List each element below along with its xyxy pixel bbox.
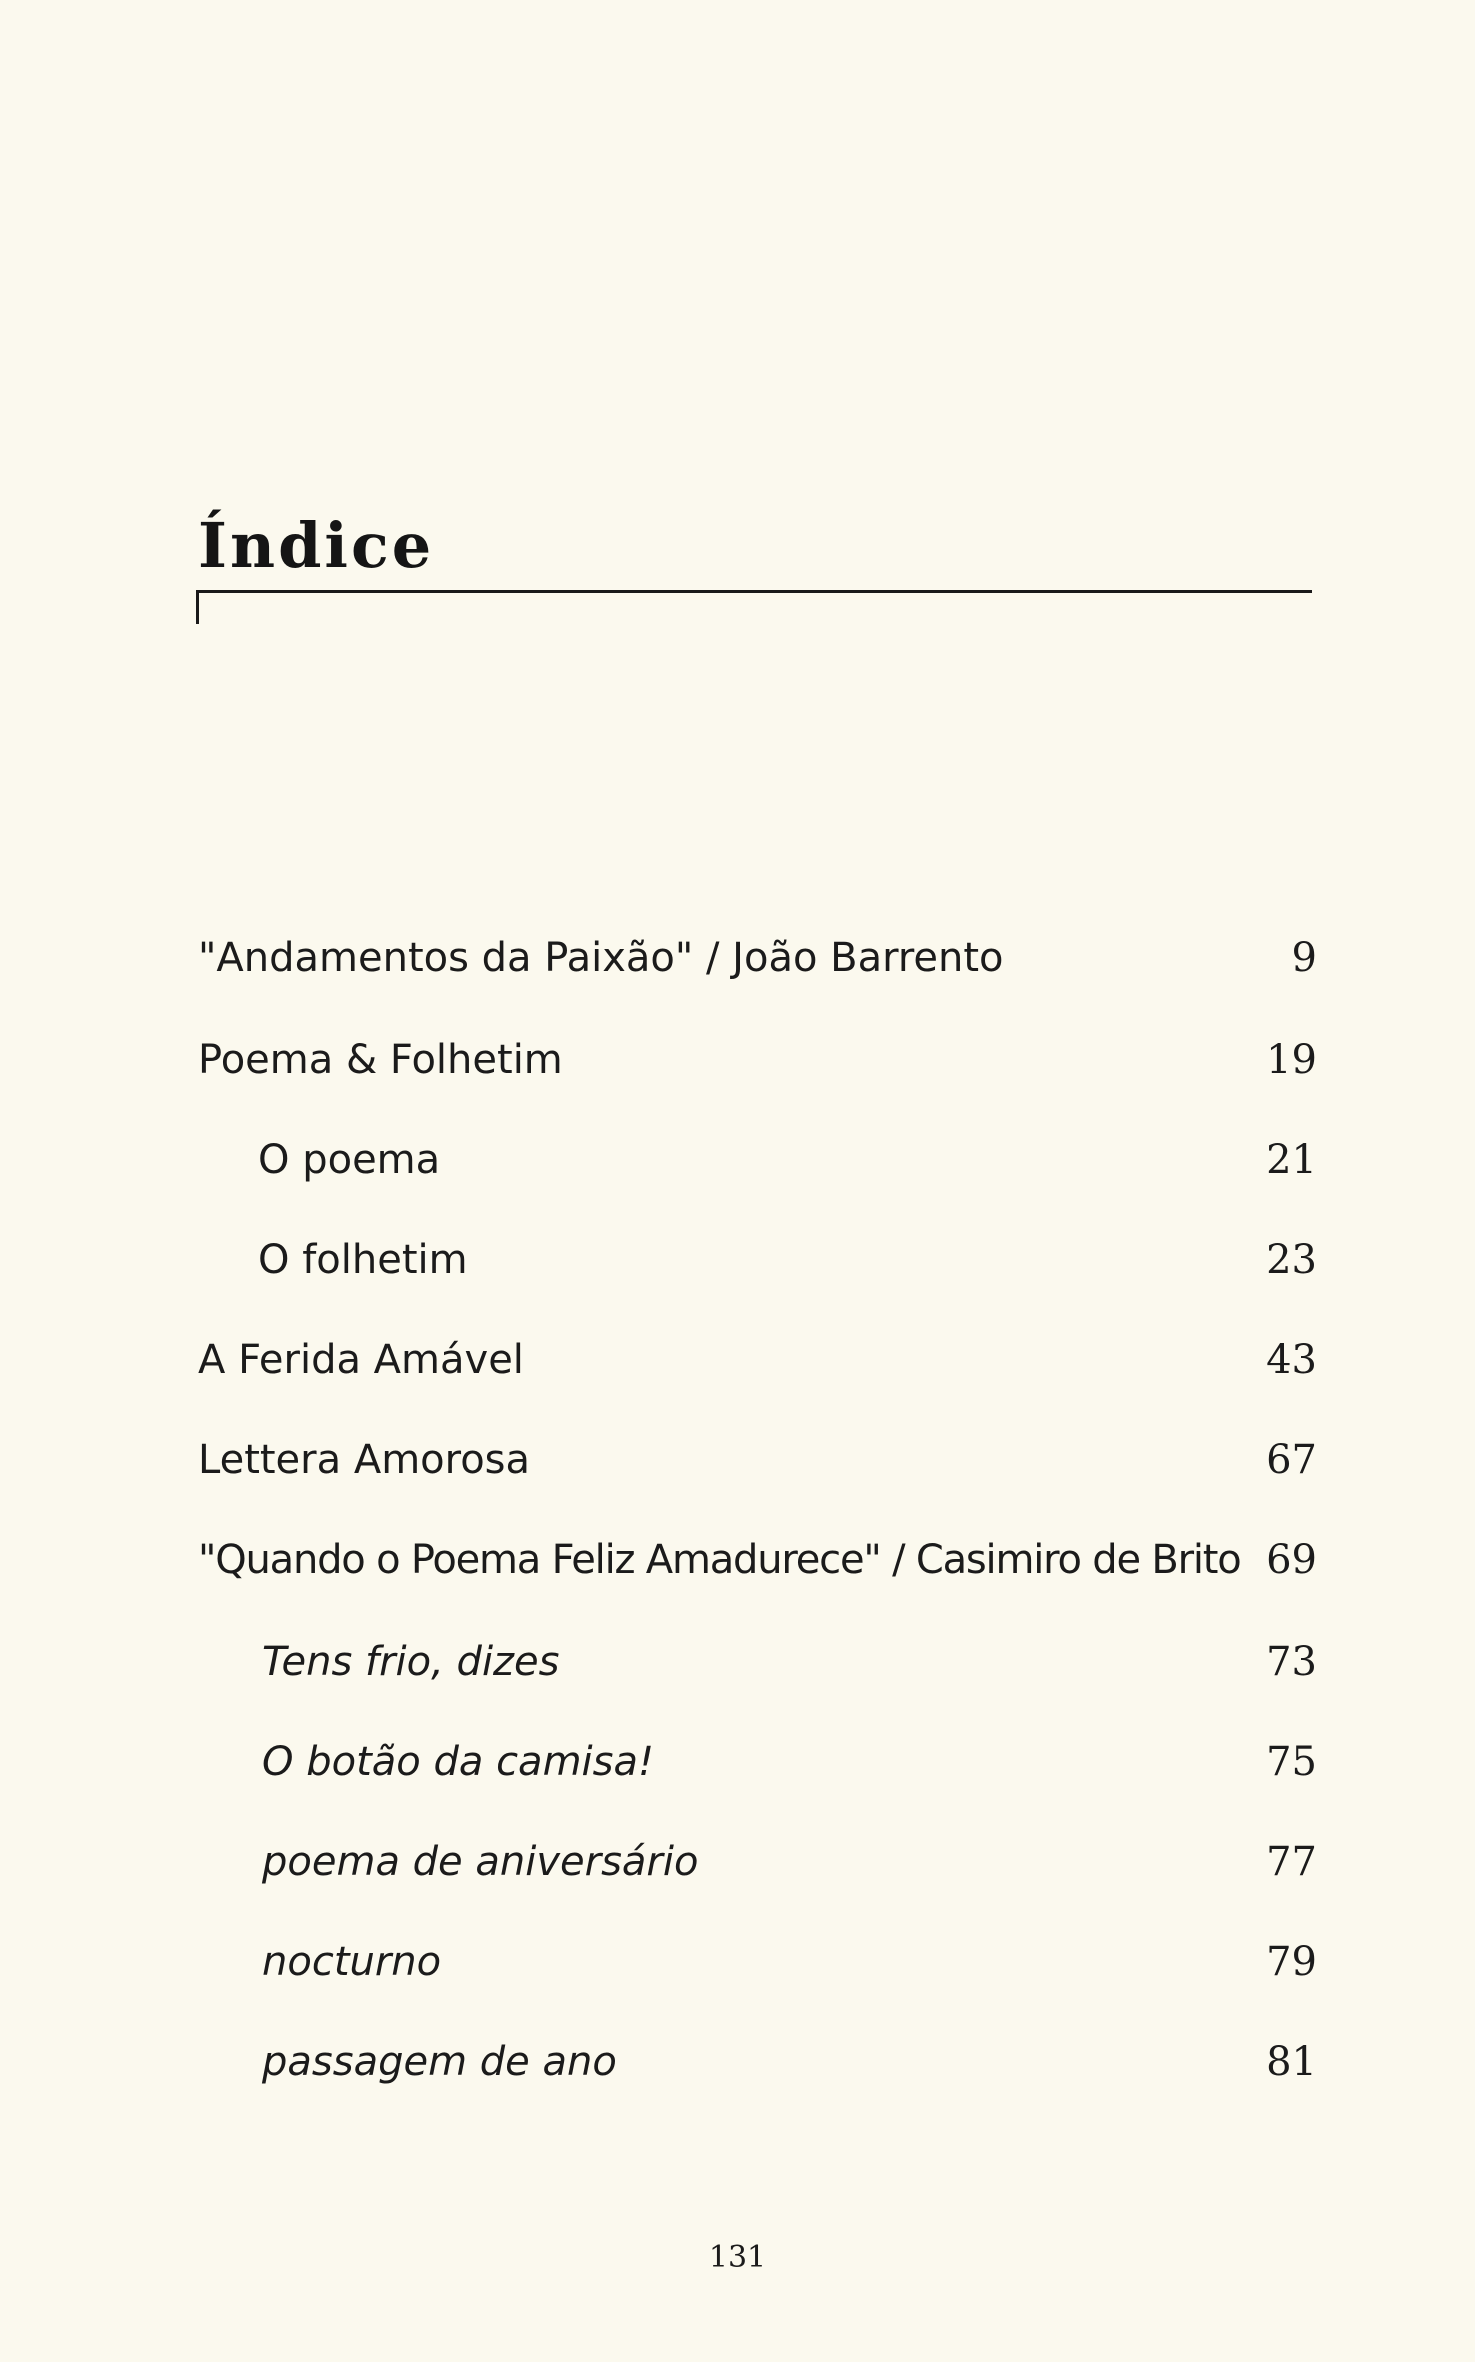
toc-entry-title: passagem de ano <box>262 2039 617 2085</box>
toc-entry-title: Poema & Folhetim <box>198 1037 563 1083</box>
toc-entry-page: 9 <box>1291 935 1317 981</box>
toc-entry-page: 43 <box>1266 1337 1317 1383</box>
toc-entry-page: 19 <box>1266 1037 1317 1083</box>
toc-entry-title: nocturno <box>262 1939 442 1985</box>
toc-entry <box>0 928 1475 988</box>
toc-entry-title: "Quando o Poema Feliz Amadurece" / Casimiro de Brito <box>198 1537 1241 1583</box>
toc-entry <box>0 1030 1475 1090</box>
toc-entry-page: 75 <box>1266 1739 1317 1785</box>
toc-entry-page: 81 <box>1266 2039 1317 2085</box>
toc-entry-title: Lettera Amorosa <box>198 1437 531 1483</box>
toc-entry <box>0 1530 1475 1590</box>
toc-entry-title: O folhetim <box>258 1237 468 1283</box>
toc-entry-page: 77 <box>1266 1839 1317 1885</box>
toc-entry-page: 67 <box>1266 1437 1317 1483</box>
toc-entry <box>0 1430 1475 1490</box>
toc-entry <box>0 1632 1475 1692</box>
toc-entry-page: 79 <box>1266 1939 1317 1985</box>
toc-entry-title: O botão da camisa! <box>262 1739 655 1785</box>
toc-entry-page: 23 <box>1266 1237 1317 1283</box>
toc-entry-title: Tens frio, dizes <box>262 1639 560 1685</box>
toc-entry-title: "Andamentos da Paixão" / João Barrento <box>198 935 1004 981</box>
toc-entry-page: 21 <box>1266 1137 1317 1183</box>
toc-entry-page: 73 <box>1266 1639 1317 1685</box>
page-title: Índice <box>198 509 435 582</box>
toc-entry-title: poema de aniversário <box>262 1839 699 1885</box>
toc-entry <box>0 2032 1475 2092</box>
toc-entry <box>0 1932 1475 1992</box>
toc-entry-title: O poema <box>258 1137 441 1183</box>
toc-entry <box>0 1230 1475 1290</box>
toc-entry <box>0 1732 1475 1792</box>
toc-entry <box>0 1130 1475 1190</box>
toc-entry-title: A Ferida Amável <box>198 1337 524 1383</box>
toc-entry-page: 69 <box>1266 1537 1317 1583</box>
toc-entry <box>0 1330 1475 1390</box>
toc-entry <box>0 1832 1475 1892</box>
page-number: 131 <box>708 2240 767 2275</box>
